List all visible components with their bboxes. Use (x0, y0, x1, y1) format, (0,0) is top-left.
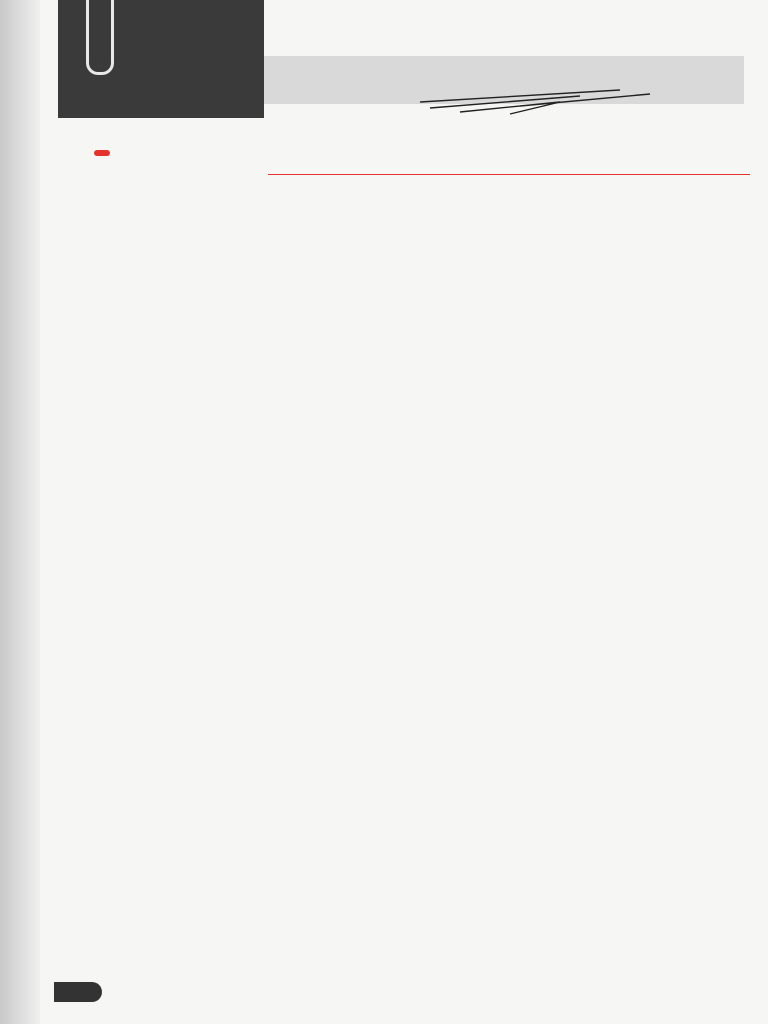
scribble-decoration (420, 88, 650, 116)
task-a-instruction (94, 194, 98, 215)
workbook-page (40, 0, 768, 1024)
topic-rule (268, 174, 750, 175)
topic-badge (94, 150, 110, 156)
page-number (54, 982, 102, 1002)
paperclip-icon (86, 0, 114, 75)
book-spine (0, 0, 40, 1024)
task-b-instruction (94, 498, 98, 519)
